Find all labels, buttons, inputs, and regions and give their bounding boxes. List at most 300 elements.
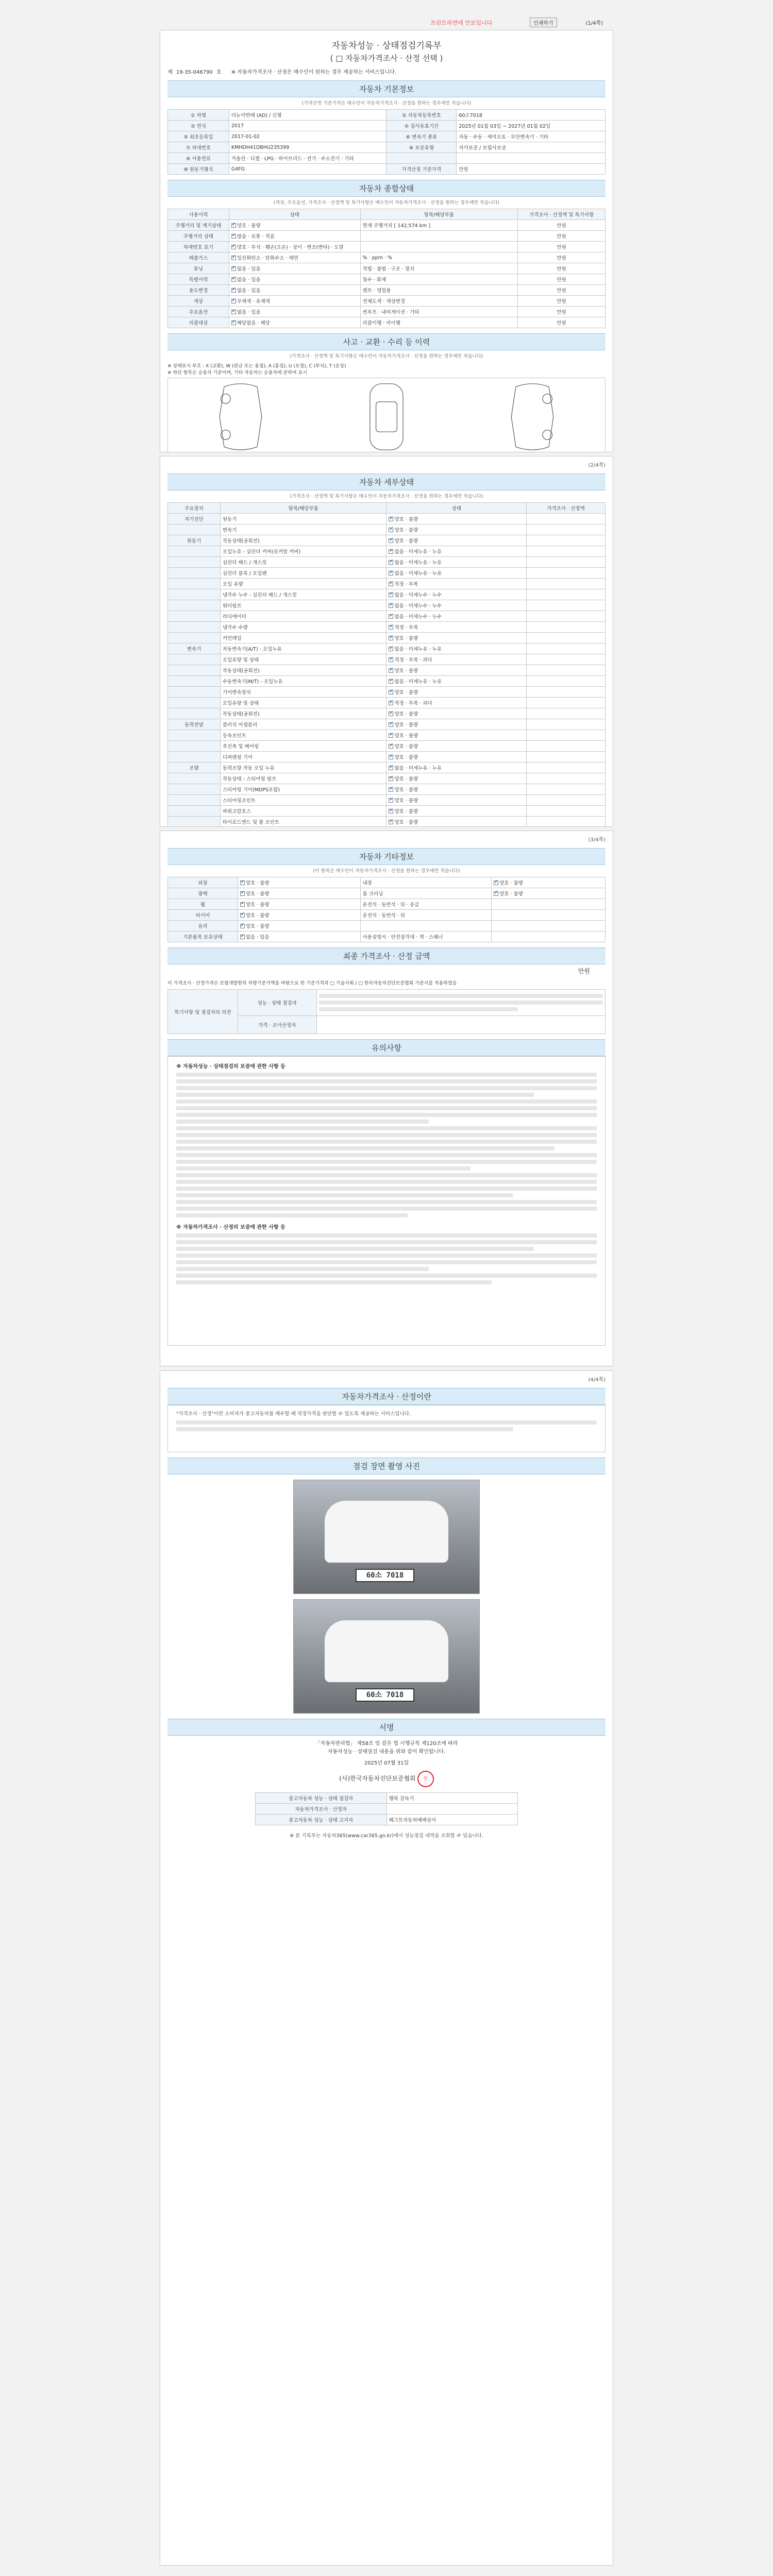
detail-price	[527, 579, 606, 589]
checkbox-icon	[389, 528, 393, 532]
detail-state	[386, 589, 527, 600]
opinion-appraiser-label: 가격 · 조사산정자	[238, 1016, 316, 1034]
sign-row	[256, 1815, 518, 1825]
col-system: 주요장치	[168, 503, 221, 514]
appraisal-title: 자동차가격조사 · 산정이란	[167, 1388, 606, 1405]
sign-text-2: 자동차성능 · 상태점검 내용을 위와 같이 확인합니다.	[327, 1749, 446, 1755]
summary-row	[168, 296, 606, 307]
top-bar	[160, 15, 613, 31]
detail-row	[168, 654, 606, 665]
detail-state-text: 양호 · 불량	[394, 809, 418, 815]
summary-note: (색상, 주요옵션, 가격조사 · 산정액 및 특기사항은 매수인이 자동차가격조사 · 산정을 원하는 경우에만 적습니다)	[273, 200, 500, 206]
detail-part: 파워고압호스	[220, 806, 386, 817]
summary-row	[168, 263, 606, 274]
detail-part: 원동기	[220, 514, 386, 524]
basic-info-table	[167, 109, 606, 175]
other-state-2-text: 양호 · 불량	[499, 891, 524, 897]
other-state-2	[492, 899, 606, 910]
detail-state	[386, 817, 527, 827]
basic-value: G4FG	[229, 164, 386, 175]
basic-row	[168, 164, 606, 175]
basic-row	[168, 153, 606, 164]
summary-price: 만원	[518, 263, 606, 274]
car-side-left-icon	[192, 381, 290, 452]
appraisal-text	[176, 1420, 597, 1431]
detail-system	[168, 784, 221, 795]
basic-label: ⑦ 차대번호	[168, 142, 229, 153]
detail-row	[168, 524, 606, 535]
basic-row	[168, 131, 606, 142]
detail-price	[527, 719, 606, 730]
detail-section-title: 자동차 세부상태	[167, 473, 606, 490]
detail-price	[527, 762, 606, 773]
detail-price	[527, 600, 606, 611]
detail-state-text: 양호 · 불량	[394, 798, 418, 804]
detail-price	[527, 741, 606, 752]
checkbox-icon	[231, 288, 236, 293]
detail-state	[386, 806, 527, 817]
basic-row	[168, 121, 606, 131]
checkbox-icon	[389, 560, 393, 565]
other-note: (이 항목은 매수인이 자동차가격조사 · 산정을 원하는 경우에만 적습니다)	[313, 869, 460, 874]
detail-system: 자기진단	[168, 514, 221, 524]
detail-state	[386, 557, 527, 568]
sign-value	[386, 1804, 518, 1815]
detail-state-text: 양호 · 불량	[394, 755, 418, 760]
detail-price	[527, 698, 606, 708]
detail-state-text: 양호 · 불량	[394, 528, 418, 533]
detail-row	[168, 741, 606, 752]
summary-row	[168, 307, 606, 317]
checkbox-icon	[231, 310, 236, 314]
detail-price	[527, 589, 606, 600]
checkbox-icon	[389, 679, 393, 684]
basic-label: ⑤ 최초등록일	[168, 131, 229, 142]
detail-row	[168, 806, 606, 817]
detail-state-text: 양호 · 불량	[394, 517, 418, 522]
ref-number: 19-35-046790	[176, 70, 213, 75]
detail-price	[527, 622, 606, 633]
detail-state-text: 없음 · 미세누유 · 누유	[394, 549, 442, 555]
summary-price: 만원	[518, 231, 606, 242]
other-state-2-text: 양호 · 불량	[499, 880, 524, 886]
checkbox-icon	[231, 245, 236, 249]
checkbox-icon	[494, 891, 498, 896]
summary-state-text: 무채색 · 유채색	[237, 299, 270, 304]
summary-state-text: 없음 · 있음	[237, 288, 261, 294]
doc-subtitle: ( □ 자동차가격조사 · 산정 선택 )	[330, 54, 443, 63]
doc-title: 자동차성능 · 상태점검기록부	[331, 41, 442, 51]
basic-label-2: ⑧ 보증유형	[386, 142, 457, 153]
summary-state	[229, 274, 360, 285]
basic-label-2: ② 자동차등록번호	[386, 110, 457, 121]
detail-system	[168, 817, 221, 827]
basic-row	[168, 142, 606, 153]
car-rear-image	[325, 1620, 448, 1682]
detail-part: 오일 유량	[220, 579, 386, 589]
car-side-right-icon	[483, 381, 581, 452]
summary-table	[167, 209, 606, 328]
page-4	[160, 1370, 613, 2566]
accident-legend-2: ※ 하단 항목은 승용차 기준이며, 기타 자동차는 승용차에 준하여 표시	[167, 370, 307, 376]
summary-row	[168, 274, 606, 285]
detail-system	[168, 806, 221, 817]
detail-system	[168, 611, 221, 622]
summary-row	[168, 285, 606, 296]
summary-state	[229, 242, 360, 252]
summary-item: 색상	[168, 296, 229, 307]
detail-note: (가격조사 · 산정액 및 특기사항은 매수인이 자동차가격조사 · 산정을 원하는 경우에만 적습니다)	[290, 494, 483, 499]
summary-header: 가격조사 · 산정액 및 특기사항	[518, 209, 606, 220]
checkbox-icon	[389, 517, 393, 521]
checkbox-icon	[389, 701, 393, 705]
other-state	[238, 910, 360, 921]
summary-item: 용도변경	[168, 285, 229, 296]
basic-label: ⑩ 원동기형식	[168, 164, 229, 175]
detail-price	[527, 611, 606, 622]
detail-state-text: 적정 · 부족	[394, 582, 418, 587]
other-row	[168, 921, 606, 931]
detail-state-text: 양호 · 불량	[394, 722, 418, 728]
checkbox-icon	[389, 625, 393, 630]
basic-value: KMHDH41DBHU235399	[229, 142, 386, 153]
checkbox-icon	[389, 636, 393, 640]
other-row	[168, 931, 606, 942]
detail-system	[168, 568, 221, 579]
car-top-view-icon	[338, 381, 435, 452]
detail-row	[168, 698, 606, 708]
detail-part: 냉각수 수량	[220, 622, 386, 633]
photos-title: 점검 장면 촬영 사진	[167, 1458, 606, 1475]
checkbox-icon	[389, 787, 393, 792]
checkbox-icon	[389, 647, 393, 651]
detail-system	[168, 708, 221, 719]
detail-state	[386, 622, 527, 633]
summary-state-text: 없음 · 있음	[237, 310, 261, 315]
ref-suffix: 호	[216, 70, 222, 75]
checkbox-icon	[389, 711, 393, 716]
accident-legend: ※ 상태표시 부호 : X (교환), W (판금 또는 용접), A (흠집), U (요철), C (부식), T (손상)	[167, 364, 346, 369]
other-state-2	[492, 910, 606, 921]
company-line	[167, 1771, 606, 1787]
checkbox-icon	[494, 880, 498, 885]
checkbox-icon	[240, 913, 245, 918]
other-state	[238, 921, 360, 931]
checkbox-icon	[231, 266, 236, 271]
detail-state-text: 적정 · 부족	[394, 625, 418, 631]
detail-system	[168, 633, 221, 643]
detail-row	[168, 589, 606, 600]
sign-row	[256, 1793, 518, 1804]
detail-row	[168, 568, 606, 579]
summary-item: 리콜대상	[168, 317, 229, 328]
detail-part: 냉각수 누수 - 실린더 헤드 / 개스킷	[220, 589, 386, 600]
other-state-2	[492, 888, 606, 899]
detail-state	[386, 524, 527, 535]
summary-detail	[360, 242, 518, 252]
detail-state-text: 없음 · 미세누유 · 누유	[394, 571, 442, 577]
detail-state	[386, 687, 527, 698]
other-state-text: 양호 · 불량	[245, 913, 270, 919]
print-button[interactable]: 인쇄하기	[530, 18, 557, 27]
detail-part: 자동변속기(A/T) - 오일누유	[220, 643, 386, 654]
detail-row	[168, 676, 606, 687]
checkbox-icon	[231, 223, 236, 228]
detail-row	[168, 817, 606, 827]
other-label: 타이어	[168, 910, 238, 921]
other-label-2	[360, 921, 492, 931]
detail-system	[168, 687, 221, 698]
summary-detail: 썬루프 · 내비게이션 · 기타	[360, 307, 518, 317]
sign-label: 중고자동차 성능 · 상태 점검자	[256, 1793, 387, 1804]
checkbox-icon	[231, 234, 236, 239]
summary-row	[168, 252, 606, 263]
checkbox-icon	[389, 614, 393, 619]
detail-row	[168, 643, 606, 654]
opinion-label: 특기사항 및 점검자의 의견	[168, 990, 238, 1034]
checkbox-icon	[389, 809, 393, 814]
detail-state-text: 없음 · 미세누유 · 누유	[394, 560, 442, 566]
detail-price	[527, 557, 606, 568]
sign-label: 자동차가격조사 · 산정자	[256, 1804, 387, 1815]
final-price-title: 최종 가격조사 · 산정 금액	[167, 947, 606, 964]
checkbox-icon	[240, 891, 245, 896]
other-label-2: 사용설명서 · 안전삼각대 · 잭 · 스패너	[360, 931, 492, 942]
detail-row	[168, 752, 606, 762]
accident-note: (가격조사 · 산정액 및 특기사항은 매수인이 자동차가격조사 · 산정을 원하는 경우에만 적습니다)	[290, 354, 483, 359]
detail-system	[168, 698, 221, 708]
detail-price	[527, 730, 606, 741]
summary-state	[229, 285, 360, 296]
summary-detail: 전체도색 · 색상변경	[360, 296, 518, 307]
checkbox-icon	[389, 690, 393, 694]
col-price: 가격조사 · 산정액	[527, 503, 606, 514]
summary-price: 만원	[518, 317, 606, 328]
company-name: (사)한국자동차진단보증협회	[339, 1775, 416, 1782]
detail-price	[527, 535, 606, 546]
detail-state-text: 없음 · 미세누유 · 누유	[394, 679, 442, 685]
caution-subtitle-2: ※ 자동차가격조사 · 산정의 보증에 관한 사항 등	[176, 1225, 285, 1230]
other-label: 광택	[168, 888, 238, 899]
detail-row	[168, 708, 606, 719]
detail-row	[168, 557, 606, 568]
opinion-inspector-text	[316, 990, 605, 1016]
summary-state	[229, 317, 360, 328]
summary-header: 상태	[229, 209, 360, 220]
detail-system	[168, 665, 221, 676]
detail-system: 조향	[168, 762, 221, 773]
car-front-image	[325, 1501, 448, 1563]
summary-detail: % · ppm · %	[360, 252, 518, 263]
summary-section-title: 자동차 종합상태	[167, 180, 606, 197]
detail-state	[386, 676, 527, 687]
detail-part: 클러치 어셈블리	[220, 719, 386, 730]
basic-label-2: ④ 검사유효기간	[386, 121, 457, 131]
detail-price	[527, 817, 606, 827]
checkbox-icon	[389, 603, 393, 608]
other-info-table	[167, 877, 606, 942]
detail-price	[527, 687, 606, 698]
detail-state-text: 없음 · 미세누수 · 누수	[394, 592, 442, 598]
sign-row	[256, 1804, 518, 1815]
detail-system	[168, 654, 221, 665]
detail-part: 수동변속기(M/T) - 오일누유	[220, 676, 386, 687]
detail-part: 변속기	[220, 524, 386, 535]
sign-block	[167, 1740, 606, 1787]
summary-state-text: 양호 · 불량	[237, 223, 261, 229]
other-state	[238, 877, 360, 888]
detail-state	[386, 600, 527, 611]
checkbox-icon	[231, 256, 236, 260]
detail-state-text: 없음 · 미세누수 · 누수	[394, 603, 442, 609]
detail-part: 작동상태 - 스티어링 펌프	[220, 773, 386, 784]
detail-state	[386, 579, 527, 589]
detail-system	[168, 524, 221, 535]
detail-state	[386, 784, 527, 795]
other-label-2: 내장	[360, 877, 492, 888]
other-state-text: 없음 · 있음	[245, 935, 270, 940]
detail-row	[168, 730, 606, 741]
detail-state	[386, 795, 527, 806]
basic-value: 2017-01-02	[229, 131, 386, 142]
opinion-table	[167, 989, 606, 1034]
caution-title: 유의사항	[167, 1039, 606, 1056]
final-price-note: 이 가격조사 · 산정가격은 보험개발원의 차량기준가액을 바탕으로 한 기준가격과 □ 기술사회 / □ 한국자동차진단보증협회 기준서를 적용하였음	[167, 981, 457, 986]
summary-item: 튜닝	[168, 263, 229, 274]
detail-row	[168, 762, 606, 773]
other-row	[168, 877, 606, 888]
summary-detail: 현재 주행거리 [ 142,574 km ]	[360, 220, 518, 231]
other-state-text: 양호 · 불량	[245, 902, 270, 908]
other-row	[168, 888, 606, 899]
summary-state	[229, 263, 360, 274]
detail-row	[168, 687, 606, 698]
footer-note: ※ 본 기록부는 자동차365(www.car365.go.kr)에서 성능점검 내역을 조회할 수 있습니다.	[290, 1833, 483, 1839]
appraisal-box	[167, 1405, 606, 1452]
basic-note: (가격산정 기준가격은 매수인이 자동차가격조사 · 산정을 원하는 경우에만 적습니다)	[301, 101, 472, 106]
detail-state-text: 적정 · 부족 · 과다	[394, 657, 432, 663]
basic-value-2: 자가보증 / 보험사보증	[457, 142, 606, 153]
other-state-text: 양호 · 불량	[245, 880, 270, 886]
checkbox-icon	[389, 776, 393, 781]
car-damage-diagram	[167, 378, 606, 452]
detail-part: 라디에이터	[220, 611, 386, 622]
summary-state-text: 많음 · 보통 · 적음	[237, 234, 275, 240]
plate-1: 60소 7018	[356, 1569, 414, 1582]
detail-part: 오일누유 - 실린더 커버(로커암 커버)	[220, 546, 386, 557]
summary-item: 특별이력	[168, 274, 229, 285]
summary-state	[229, 307, 360, 317]
detail-state-text: 없음 · 미세누수 · 누수	[394, 614, 442, 620]
detail-state-text: 양호 · 불량	[394, 538, 418, 544]
detail-part: 오일유량 및 상태	[220, 698, 386, 708]
checkbox-icon	[389, 549, 393, 554]
checkbox-icon	[389, 798, 393, 803]
page-counter: (1/4쪽)	[585, 21, 603, 26]
detail-price	[527, 795, 606, 806]
detail-state	[386, 762, 527, 773]
summary-detail: 침수 · 화재	[360, 274, 518, 285]
summary-detail	[360, 231, 518, 242]
basic-value: 가솔린 · 디젤 · LPG · 하이브리드 · 전기 · 수소전기 · 기타	[229, 153, 386, 164]
detail-part: 기어변속장치	[220, 687, 386, 698]
ref-label: 제	[167, 70, 173, 75]
summary-state	[229, 220, 360, 231]
other-state-2	[492, 931, 606, 942]
other-label: 외장	[168, 877, 238, 888]
summary-state-text: 해당없음 · 해당	[237, 320, 270, 326]
detail-system	[168, 600, 221, 611]
sign-label: 중고자동차 성능 · 상태 고지자	[256, 1815, 387, 1825]
summary-row	[168, 220, 606, 231]
detail-state	[386, 611, 527, 622]
detail-state	[386, 535, 527, 546]
detail-price	[527, 752, 606, 762]
summary-state-text: 없음 · 있음	[237, 277, 261, 283]
checkbox-icon	[231, 299, 236, 303]
other-label: 휠	[168, 899, 238, 910]
basic-value-2: 2025년 01월 03일 ~ 2027년 01월 02일	[457, 121, 606, 131]
summary-state	[229, 296, 360, 307]
detail-state	[386, 730, 527, 741]
detail-part: 스티어링조인트	[220, 795, 386, 806]
detail-price	[527, 708, 606, 719]
detail-part: 커먼레일	[220, 633, 386, 643]
detail-state	[386, 698, 527, 708]
detail-system: 변속기	[168, 643, 221, 654]
detail-part: 등속조인트	[220, 730, 386, 741]
inspection-photo-rear	[293, 1599, 480, 1714]
detail-state	[386, 752, 527, 762]
detail-row	[168, 535, 606, 546]
col-part: 항목/해당부품	[220, 503, 386, 514]
caution-text-1	[176, 1073, 597, 1217]
detail-price	[527, 773, 606, 784]
detail-system	[168, 773, 221, 784]
checkbox-icon	[240, 924, 245, 928]
detail-part: 실린더 블록 / 오일팬	[220, 568, 386, 579]
page-3	[160, 831, 613, 1366]
sign-value: 행복 감독기	[386, 1793, 518, 1804]
summary-state	[229, 252, 360, 263]
detail-state	[386, 741, 527, 752]
detail-state-text: 없음 · 미세누유 · 누유	[394, 647, 442, 652]
sign-table	[255, 1792, 518, 1825]
detail-price	[527, 654, 606, 665]
checkbox-icon	[240, 935, 245, 939]
inspection-photo-front	[293, 1480, 480, 1594]
detail-price	[527, 546, 606, 557]
page-2	[160, 456, 613, 827]
other-row	[168, 910, 606, 921]
detail-state-text: 없음 · 미세누유 · 누유	[394, 766, 442, 771]
other-label-2: 운전석 · 동반석 · 뒤 · 응급	[360, 899, 492, 910]
opinion-inspector-label: 성능 · 상태 점검자	[238, 990, 316, 1016]
detail-state	[386, 643, 527, 654]
detail-system	[168, 752, 221, 762]
summary-detail: 렌트 · 영업용	[360, 285, 518, 296]
basic-label-2	[386, 153, 457, 164]
detail-price	[527, 665, 606, 676]
other-section-title: 자동차 기타정보	[167, 848, 606, 865]
detail-system	[168, 579, 221, 589]
detail-state-text: 양호 · 불량	[394, 776, 418, 782]
basic-value-2	[457, 153, 606, 164]
summary-detail: 리콜이행 · 미이행	[360, 317, 518, 328]
basic-value: 2017	[229, 121, 386, 131]
detail-table	[167, 502, 606, 827]
other-state-text: 양호 · 불량	[245, 891, 270, 897]
